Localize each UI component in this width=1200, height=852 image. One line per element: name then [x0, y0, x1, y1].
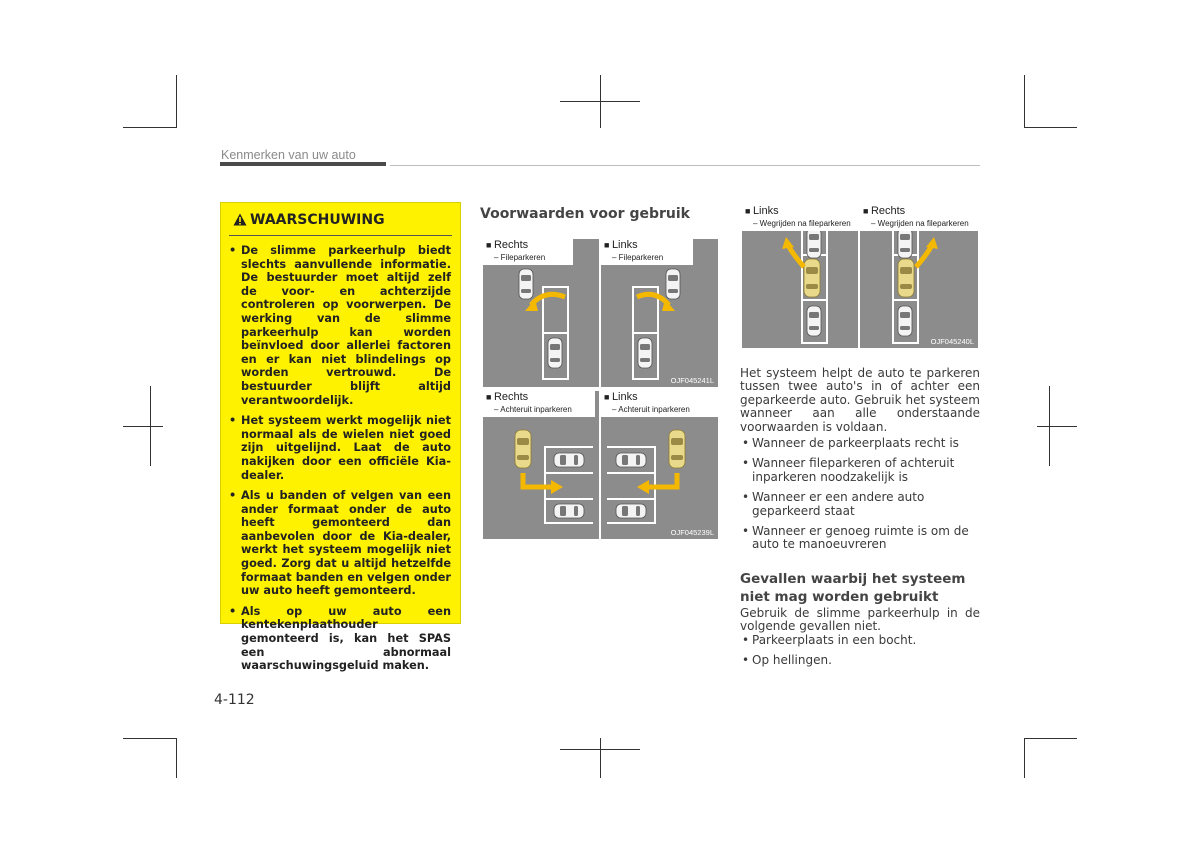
crop-mark	[176, 738, 177, 778]
header-bar	[220, 162, 386, 166]
subsection-title: Gevallen waarbij het systeem niet mag worden gebruikt	[740, 571, 966, 605]
crop-mark	[560, 749, 640, 750]
figure-parallel-left	[601, 239, 718, 387]
list-item: • Wanneer er een andere auto geparkeerd staat	[740, 491, 980, 518]
warning-divider	[229, 235, 452, 236]
list-item: • Wanneer er genoeg ruimte is om de auto te manoeuvreren	[740, 525, 980, 552]
warning-item: • De slimme parkeerhulp biedt slechts aanvullende informatie. De bestuurder moet altijd zelf de voor- en achterzijde controleren op voorwerpen. De werking van de slimme parkeerhulp kan worden beïnvloed door allerlei factoren en er kan niet blindelings op worden vertrouwd. De bestuurder blijft altijd verantwoordelijk.	[228, 244, 451, 407]
list-item: • Op hellingen.	[740, 654, 980, 667]
figure-label: ■ Links – Fileparkeren	[601, 239, 693, 265]
crop-mark	[123, 426, 163, 427]
warning-item: • Het systeem werkt mogelijk niet normaal als de wielen niet goed zijn uitgelijnd. Laat de auto nakijken door een officiële Kia-dealer.	[228, 414, 451, 482]
figure-reverse-right	[483, 391, 599, 539]
crop-mark	[1024, 738, 1025, 778]
warning-box	[220, 202, 461, 673]
exclusions-list	[740, 634, 980, 675]
figure-code: OJF045240L	[930, 337, 974, 346]
warning-item: • Als u banden of velgen van een ander formaat onder de auto heeft gemonteerd dan aanbevolen door de Kia-dealer, werkt het systeem mogelijk niet goed. Zorg dat u altijd hetzelfde formaat banden en velgen onder uw auto heeft gemonteerd.	[228, 489, 451, 598]
subsection-paragraph: Gebruik de slimme parkeerhulp in de volgende gevallen niet.	[740, 606, 980, 634]
conditions-title: Voorwaarden voor gebruik	[480, 206, 690, 222]
warning-item: • Als op uw auto een kentekenplaathouder gemonteerd is, kan het SPAS een abnormaal waarschuwingsgeluid maken.	[228, 605, 451, 673]
figure-reverse-left	[601, 391, 718, 539]
warning-title	[233, 212, 385, 228]
warning-triangle-icon	[233, 213, 247, 226]
figure-exit-left	[742, 205, 858, 348]
section-header: Kenmerken van uw auto	[221, 148, 356, 162]
crop-mark	[600, 738, 601, 778]
figure-label: ■ Rechts – Wegrijden na fileparkeren	[860, 205, 978, 231]
figure-label: ■ Rechts – Fileparkeren	[483, 239, 573, 265]
conditions-list	[740, 437, 980, 559]
crop-mark	[123, 127, 176, 128]
crop-mark	[123, 738, 176, 739]
intro-paragraph: Het systeem helpt de auto te parkeren tussen twee auto's in of achter een geparkeerde auto. Gebruik het systeem wanneer aan alle onderstaande voorwaarden is voldaan.	[740, 366, 980, 434]
figure-parallel-right	[483, 239, 599, 387]
header-rule	[390, 165, 980, 166]
crop-mark	[560, 101, 640, 102]
figure-code: OJF045241L	[670, 376, 714, 385]
crop-mark	[1024, 75, 1025, 128]
crop-mark	[1024, 738, 1077, 739]
figure-label: ■ Links – Achteruit inparkeren	[601, 391, 718, 417]
figure-label: ■ Links – Wegrijden na fileparkeren	[742, 205, 858, 231]
figure-exit-right	[860, 205, 978, 348]
crop-mark	[1037, 426, 1077, 427]
list-item: • Parkeerplaats in een bocht.	[740, 634, 980, 647]
list-item: • Wanneer de parkeerplaats recht is	[740, 437, 980, 450]
page-number: 4-112	[214, 692, 255, 708]
figure-label: ■ Rechts – Achteruit inparkeren	[483, 391, 595, 417]
warning-title-text: WAARSCHUWING	[250, 212, 385, 228]
list-item: • Wanneer fileparkeren of achteruit inparkeren noodzakelijk is	[740, 457, 980, 484]
crop-mark	[176, 75, 177, 128]
warning-list	[228, 244, 451, 680]
figure-code: OJF045239L	[670, 528, 714, 537]
crop-mark	[1024, 127, 1077, 128]
